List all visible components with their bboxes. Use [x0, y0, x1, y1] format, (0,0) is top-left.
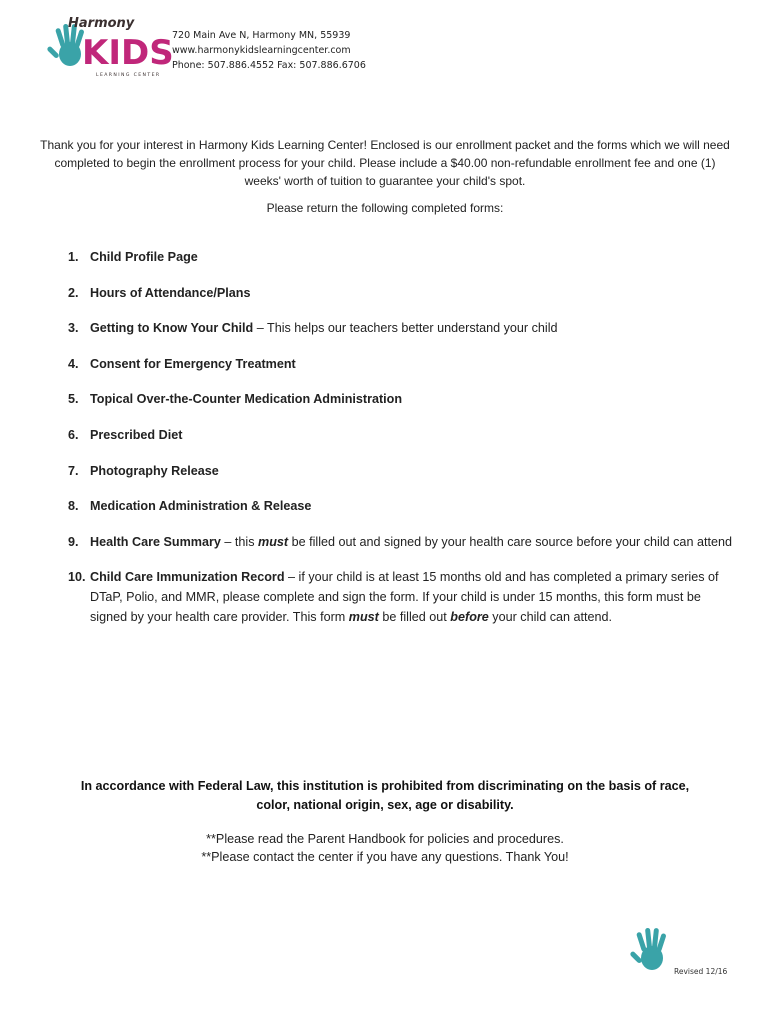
list-item — [68, 389, 738, 409]
revision-date: Revised 12/16 — [674, 967, 728, 976]
nondiscrimination-notice — [40, 777, 730, 815]
item-number: 9. — [68, 534, 79, 549]
phone-fax: Phone: 507.886.4552 Fax: 507.886.6706 — [172, 60, 366, 71]
return-instruction: Please return the following completed forms: — [266, 201, 504, 215]
item-note: be filled out — [378, 610, 451, 625]
item-emphasis: before — [450, 610, 489, 625]
item-number: 3. — [68, 321, 79, 336]
list-item — [68, 425, 738, 445]
item-note: your child can attend. — [488, 610, 613, 625]
item-title: Health Care Summary — [90, 534, 221, 549]
item-title: Child Profile Page — [90, 250, 198, 264]
notice-line: color, national origin, sex, age or disability. — [256, 798, 514, 812]
item-title: Consent for Emergency Treatment — [90, 356, 296, 371]
item-number: 8. — [68, 499, 79, 514]
item-title: Photography Release — [90, 463, 219, 478]
item-number: 7. — [68, 463, 79, 478]
item-number: 1. — [68, 250, 79, 264]
item-title: Child Care Immunization Record — [90, 570, 285, 585]
item-emphasis: must — [258, 534, 289, 549]
item-title: Topical Over-the-Counter Medication Administration — [90, 392, 403, 407]
closing-line: **Please contact the center if you have any questions. Thank You! — [201, 850, 569, 864]
brand-top-text: Harmony — [68, 16, 135, 31]
item-emphasis: must — [348, 610, 379, 625]
contact-block — [172, 28, 366, 73]
list-item — [68, 283, 738, 303]
notice-line: In accordance with Federal Law, this institution is prohibited from discriminating on the basis of race, — [80, 779, 690, 793]
item-number: 2. — [68, 285, 79, 300]
list-item — [68, 567, 738, 627]
list-item — [68, 532, 738, 552]
item-title: Prescribed Diet — [90, 427, 183, 442]
list-item — [68, 461, 738, 481]
closing-line: **Please read the Parent Handbook for policies and procedures. — [206, 832, 564, 846]
list-item — [68, 496, 738, 516]
harmony-kids-logo — [50, 14, 174, 82]
list-item — [68, 354, 738, 374]
item-number: 10. — [68, 570, 86, 585]
item-number: 4. — [68, 356, 79, 371]
item-title: Hours of Attendance/Plans — [90, 285, 251, 300]
item-title: Getting to Know Your Child — [90, 321, 254, 336]
list-item — [68, 247, 738, 267]
item-title: Medication Administration & Release — [90, 499, 312, 514]
item-number: 5. — [68, 392, 79, 407]
closing-notes — [40, 830, 730, 866]
brand-sub-text: LEARNING CENTER — [96, 73, 161, 78]
list-item — [68, 318, 738, 338]
address: 720 Main Ave N, Harmony MN, 55939 — [172, 30, 351, 41]
item-note: – if your child is at least 15 months old and has completed a primary series of DTaP, Polio, and MMR, please complete and sign the form. If your child is under 15 months, this form must be signed by your health care provider. This form — [90, 570, 719, 625]
intro-paragraph: Thank you for your interest in Harmony Kids Learning Center! Enclosed is our enrollment packet and the forms which we will need completed to begin the enrollment process for your child. Please include a $40.00 non-refundable enrollment fee and one (1) weeks' worth of tuition to guarantee your child's spot. — [40, 138, 730, 188]
item-note: – this — [220, 534, 258, 549]
item-note: be filled out and signed by your health care source before your child can attend — [288, 534, 732, 549]
item-number: 6. — [68, 427, 79, 442]
item-note: – This helps our teachers better understand your child — [253, 321, 558, 336]
brand-main-text: KIDS — [82, 33, 174, 73]
handprint-icon — [630, 924, 676, 974]
forms-list — [68, 247, 738, 643]
website-link[interactable]: www.harmonykidslearningcenter.com — [172, 45, 351, 56]
